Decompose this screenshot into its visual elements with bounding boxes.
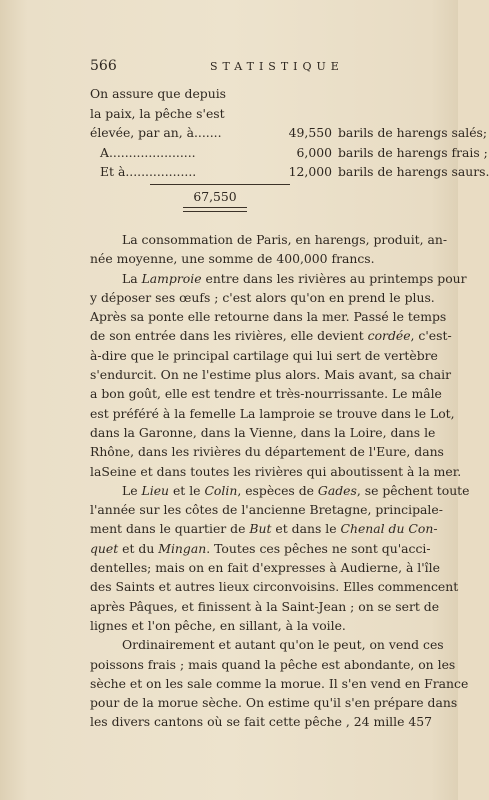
text-run: a bon goût, elle est tendre et très-nourrissante. Le mâle (90, 386, 442, 402)
text-run: Rhône, dans les rivières du département de l'Eure, dans (90, 444, 444, 460)
text-run: et du (118, 540, 159, 556)
row-quantity: 12,000 (288, 164, 332, 179)
text-run: Ordinairement et autant qu'on le peut, on vend ces (122, 637, 444, 653)
row-unit: barils de harengs salés; (338, 125, 488, 140)
text-run: dentelles; mais on en fait d'expresses à Audierne, à l'île (90, 560, 440, 576)
text-run: entre dans les rivières au printemps pour (201, 270, 467, 286)
italic-term: cordée (367, 328, 411, 344)
row-quantity: 49,550 (288, 125, 332, 140)
table-row (90, 123, 488, 143)
page-number: 566 (90, 58, 117, 74)
text-line (90, 442, 444, 461)
text-run: et dans le (271, 521, 341, 537)
text-run: pour de la morue sèche. On estime qu'il s'en prépare dans (90, 695, 458, 711)
text-line (90, 423, 440, 442)
text-run: y déposer ses œufs ; c'est alors qu'on en prend le plus. (90, 289, 435, 305)
sum-rule (150, 184, 290, 185)
italic-term: Lieu (141, 482, 170, 498)
text-line (90, 519, 440, 538)
row-unit: barils de harengs saurs. (338, 164, 489, 179)
italic-term: Mingan (158, 540, 207, 556)
paragraph (90, 269, 467, 481)
body-text (90, 230, 470, 732)
text-run: , c'est- (410, 328, 452, 344)
text-run: Le (122, 482, 142, 498)
row-unit: barils de harengs frais ; (338, 144, 488, 160)
text-line (90, 481, 470, 500)
table-row (90, 143, 488, 163)
text-line (90, 577, 459, 596)
text-line (90, 655, 456, 674)
page-header (90, 58, 410, 78)
paragraph (90, 635, 469, 731)
text-line (90, 693, 458, 712)
text-run: dans la Garonne, dans la Vienne, dans la Loire, dans le (90, 424, 436, 440)
text-run: après Pâques, et finissent à la Saint-Jean ; on se sert de (90, 598, 440, 614)
text-run: , espèces de (237, 482, 318, 498)
double-rule (183, 207, 247, 212)
text-line (90, 500, 443, 519)
text-line (90, 307, 447, 326)
paragraph (90, 230, 448, 269)
text-line (90, 539, 440, 558)
text-line (90, 384, 440, 403)
text-run: et le (169, 482, 205, 498)
text-line (90, 462, 462, 481)
text-run: est préféré à la femelle La lamproie se trouve dans le Lot, (90, 405, 455, 421)
italic-term: Lamproie (141, 270, 202, 286)
text-line (90, 712, 440, 731)
text-line (90, 269, 467, 288)
row-label: A...................... (100, 144, 196, 160)
italic-term: Gades (317, 482, 357, 498)
text-line (90, 616, 440, 635)
text-run: née moyenne, une somme de 400,000 francs. (90, 251, 375, 267)
text-run: à-dire que le principal cartilage qui lui sert de vertèbre (90, 347, 438, 363)
italic-term: But (249, 521, 272, 537)
italic-term: quet (90, 540, 119, 556)
table-intro-line: la paix, la pêche s'est (90, 105, 225, 121)
italic-term: Colin (204, 482, 238, 498)
text-line (90, 404, 455, 423)
herring-catch-table (90, 84, 489, 182)
row-quantity: 6,000 (296, 144, 332, 160)
row-label: élevée, par an, à....... (90, 125, 222, 140)
text-run: , se pêchent toute (356, 482, 470, 498)
text-line (90, 346, 440, 365)
row-label: Et à.................. (100, 164, 197, 179)
text-run: La consommation de Paris, en harengs, produit, an- (122, 232, 448, 247)
text-run: de son entrée dans les rivières, elle devient (90, 328, 368, 344)
text-run: l'année sur les côtes de l'ancienne Bretagne, principale- (90, 502, 443, 518)
text-line (90, 674, 469, 693)
table-row (90, 162, 489, 182)
text-run: Après sa ponte elle retourne dans la mer. Passé le temps (90, 309, 447, 325)
text-run: s'endurcit. On ne l'estime plus alors. Mais avant, sa chair (90, 367, 451, 383)
running-title: STATISTIQUE (210, 60, 344, 73)
text-line (90, 558, 440, 577)
text-line (90, 288, 440, 307)
text-run: sèche et on les sale comme la morue. Il s'en vend en France (90, 675, 469, 691)
text-line (90, 635, 444, 654)
text-run: poissons frais ; mais quand la pêche est abondante, on les (90, 656, 456, 672)
text-run: laSeine et dans toutes les rivières qui aboutissent à la mer. (90, 463, 462, 479)
paragraph (90, 481, 470, 635)
text-line (90, 326, 452, 345)
text-run: ment dans le quartier de (90, 521, 250, 537)
text-line (90, 365, 451, 384)
text-line (90, 230, 448, 249)
text-run: lignes et l'on pêche, en sillant, à la voile. (90, 617, 346, 633)
text-line (90, 249, 440, 268)
table-total: 67,550 (193, 189, 237, 204)
text-run: La (122, 270, 142, 286)
text-line (90, 597, 440, 616)
italic-term: Chenal du Con- (340, 521, 438, 537)
text-run: . Toutes ces pêches ne sont qu'acci- (206, 540, 431, 556)
table-intro-line: On assure que depuis (90, 86, 227, 101)
text-run: les divers cantons où se fait cette pêche , 24 mille 457 (90, 714, 433, 730)
text-run: des Saints et autres lieux circonvoisins. Elles commencent (90, 579, 459, 595)
